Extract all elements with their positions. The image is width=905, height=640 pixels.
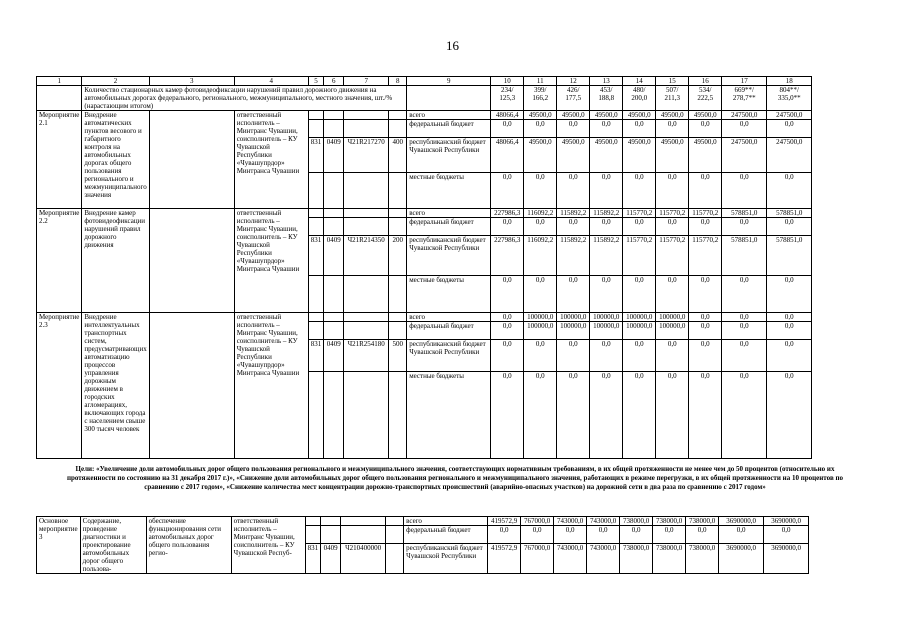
funding-value: 738000,0 — [686, 544, 719, 574]
header-number-cell: 11 — [524, 77, 557, 86]
funding-value: 0,0 — [689, 276, 722, 313]
funding-source: всего — [407, 209, 491, 218]
code-cell — [389, 218, 407, 236]
rz-cell — [321, 517, 341, 526]
funding-value: 0,0 — [524, 372, 557, 459]
funding-value: 0,0 — [623, 218, 656, 236]
header-number-cell: 7 — [344, 77, 389, 86]
funding-source: всего — [404, 517, 488, 526]
funding-value: 49500,0 — [557, 111, 590, 120]
header-number-cell: 8 — [389, 77, 407, 86]
vr-cell — [386, 517, 404, 526]
event-task: обеспечение функционирования сети автомобильных дорог общего пользования регио- — [146, 517, 231, 574]
funding-value: 0,0 — [656, 173, 689, 209]
header-number-cell: 9 — [407, 77, 491, 86]
grbs-cell — [308, 313, 324, 322]
funding-value: 0,0 — [620, 526, 653, 544]
funding-value: 0,0 — [722, 120, 767, 138]
funding-value: 738000,0 — [653, 517, 686, 526]
code-cell — [324, 276, 344, 313]
indicator-value: 453/ 188,8 — [590, 86, 623, 111]
event-label: Мероприятие 2.2 — [37, 209, 82, 313]
funding-value: 738000,0 — [686, 517, 719, 526]
funding-value: 0,0 — [491, 276, 524, 313]
funding-value: 743000,0 — [587, 517, 620, 526]
funding-row — [37, 517, 809, 526]
indicator-value: 507/ 211,3 — [656, 86, 689, 111]
funding-value: 100000,0 — [623, 322, 656, 340]
code-cell — [344, 173, 389, 209]
code-cell — [344, 276, 389, 313]
code-cell — [386, 526, 404, 544]
event-executor: ответственный исполнитель – Минтранс Чувашии, соисполнитель – КУ Чувашской Республики «Чувашупрдор» Минтранса Чувашии — [234, 313, 308, 459]
funding-value: 115770,2 — [689, 236, 722, 276]
funding-value: 115770,2 — [689, 209, 722, 218]
funding-value: 743000,0 — [554, 517, 587, 526]
funding-value: 0,0 — [722, 173, 767, 209]
indicator-value: 426/ 177,5 — [557, 86, 590, 111]
funding-value: 0,0 — [623, 340, 656, 372]
event-task — [149, 313, 234, 459]
header-number-cell: 16 — [689, 77, 722, 86]
indicator-value: 234/ 125,3 — [491, 86, 524, 111]
funding-value: 0,0 — [590, 276, 623, 313]
funding-value: 0,0 — [524, 340, 557, 372]
funding-value: 419572,9 — [488, 544, 521, 574]
funding-value: 0,0 — [587, 526, 620, 544]
funding-value: 247500,0 — [722, 111, 767, 120]
grbs-cell: 831 — [308, 340, 324, 372]
funding-value: 0,0 — [767, 340, 812, 372]
funding-value: 49500,0 — [689, 138, 722, 173]
funding-value: 247500,0 — [722, 138, 767, 173]
funding-value: 48066,4 — [491, 138, 524, 173]
funding-value: 115770,2 — [623, 236, 656, 276]
code-cell — [308, 322, 324, 340]
funding-value: 578851,0 — [767, 209, 812, 218]
csr-cell — [344, 111, 389, 120]
funding-source: всего — [407, 111, 491, 120]
vr-cell — [386, 544, 404, 574]
funding-value: 0,0 — [689, 340, 722, 372]
event-label: Мероприятие 2.1 — [37, 111, 82, 209]
csr-cell: Ч21R217270 — [344, 138, 389, 173]
event-name: Внедрение интеллектуальных транспортных систем, предусматривающих автоматизацию процессов управления дорожным движением в городских агломерациях, включающих города с населением свыше 300 тысяч человек — [82, 313, 149, 459]
funding-value: 0,0 — [689, 313, 722, 322]
funding-value: 0,0 — [521, 526, 554, 544]
funding-value: 0,0 — [722, 313, 767, 322]
header-number-cell: 6 — [324, 77, 344, 86]
funding-value: 49500,0 — [623, 138, 656, 173]
header-number-cell: 18 — [767, 77, 812, 86]
funding-source: республиканский бюджет Чувашской Республики — [407, 340, 491, 372]
funding-value: 0,0 — [557, 173, 590, 209]
funding-value: 49500,0 — [557, 138, 590, 173]
funding-value: 743000,0 — [554, 544, 587, 574]
funding-value: 100000,0 — [656, 313, 689, 322]
funding-value: 48066,4 — [491, 111, 524, 120]
grbs-cell — [305, 517, 321, 526]
funding-value: 578851,0 — [722, 209, 767, 218]
funding-value: 0,0 — [767, 120, 812, 138]
page-number: 16 — [446, 38, 459, 53]
funding-value: 49500,0 — [656, 138, 689, 173]
event-executor: ответственный исполнитель – Минтранс Чувашии, соисполнитель – КУ Чувашской Республики «Чувашупрдор» Минтранса Чувашии — [234, 209, 308, 313]
rz-cell: 0409 — [324, 340, 344, 372]
vr-cell — [389, 111, 407, 120]
funding-value: 0,0 — [689, 120, 722, 138]
funding-value: 0,0 — [767, 173, 812, 209]
funding-value: 0,0 — [623, 276, 656, 313]
grbs-cell: 831 — [308, 236, 324, 276]
header-number-cell: 15 — [656, 77, 689, 86]
funding-value: 49500,0 — [590, 111, 623, 120]
funding-value: 0,0 — [557, 340, 590, 372]
funding-value: 0,0 — [590, 340, 623, 372]
funding-value: 115892,2 — [590, 236, 623, 276]
header-number-cell: 10 — [491, 77, 524, 86]
indicator-row — [37, 86, 812, 111]
funding-value: 49500,0 — [623, 111, 656, 120]
code-cell — [389, 372, 407, 459]
funding-value: 100000,0 — [590, 322, 623, 340]
vr-cell — [389, 209, 407, 218]
vr-cell: 200 — [389, 236, 407, 276]
indicator-value: 804**/ 335,0** — [767, 86, 812, 111]
funding-source: федеральный бюджет — [407, 120, 491, 138]
funding-value: 578851,0 — [767, 236, 812, 276]
indicator-value: 669**/ 278,7** — [722, 86, 767, 111]
funding-value: 0,0 — [557, 372, 590, 459]
grbs-cell — [308, 111, 324, 120]
event-task — [149, 209, 234, 313]
funding-value: 0,0 — [557, 276, 590, 313]
grbs-cell: 831 — [305, 544, 321, 574]
funding-value: 0,0 — [491, 322, 524, 340]
funding-row — [37, 111, 812, 120]
funding-value: 116092,2 — [524, 236, 557, 276]
code-cell — [389, 173, 407, 209]
event-name: Содержание, проведение диагностики и проектирование автомобильных дорог общего пользова- — [80, 517, 146, 574]
funding-value: 0,0 — [623, 120, 656, 138]
funding-value: 0,0 — [554, 526, 587, 544]
funding-value: 0,0 — [524, 120, 557, 138]
funding-row — [37, 209, 812, 218]
code-cell — [324, 372, 344, 459]
funding-value: 115892,2 — [557, 236, 590, 276]
funding-value: 3690000,0 — [764, 544, 809, 574]
funding-value: 0,0 — [557, 120, 590, 138]
code-cell — [344, 120, 389, 138]
funding-source: всего — [407, 313, 491, 322]
csr-cell: Ч210400000 — [341, 544, 386, 574]
funding-value: 767000,0 — [521, 517, 554, 526]
funding-value: 0,0 — [623, 372, 656, 459]
funding-value: 0,0 — [767, 322, 812, 340]
funding-value: 49500,0 — [590, 138, 623, 173]
indicator-text: Количество стационарных камер фотовидеофиксации нарушений правил дорожного движения на автомобильных дорогах федерального, регионального, межмуниципального, местного значения, шт./% (нарастающим итогом) — [82, 86, 407, 111]
funding-value: 247500,0 — [767, 111, 812, 120]
funding-source: республиканский бюджет Чувашской Республики — [404, 544, 488, 574]
funding-value: 100000,0 — [557, 322, 590, 340]
funding-source: республиканский бюджет Чувашской Республики — [407, 138, 491, 173]
funding-value: 115892,2 — [557, 209, 590, 218]
funding-value: 0,0 — [767, 218, 812, 236]
vr-cell: 400 — [389, 138, 407, 173]
funding-value: 0,0 — [722, 218, 767, 236]
funding-source: федеральный бюджет — [407, 218, 491, 236]
header-number-cell: 2 — [82, 77, 149, 86]
code-cell — [308, 173, 324, 209]
funding-value: 767000,0 — [521, 544, 554, 574]
event-name: Внедрение камер фотовидеофиксации нарушений правил дорожного движения — [82, 209, 149, 313]
funding-source: местные бюджеты — [407, 276, 491, 313]
funding-value: 115770,2 — [623, 209, 656, 218]
funding-value: 247500,0 — [767, 138, 812, 173]
code-cell — [308, 276, 324, 313]
funding-value: 49500,0 — [656, 111, 689, 120]
funding-value: 0,0 — [656, 218, 689, 236]
funding-value: 0,0 — [689, 322, 722, 340]
grbs-cell: 831 — [308, 138, 324, 173]
rz-cell — [324, 209, 344, 218]
csr-cell: Ч21R254180 — [344, 340, 389, 372]
code-cell — [324, 173, 344, 209]
funding-value: 3690000,0 — [764, 517, 809, 526]
header-number-cell: 3 — [149, 77, 234, 86]
funding-value: 0,0 — [491, 372, 524, 459]
funding-value: 100000,0 — [557, 313, 590, 322]
csr-cell — [344, 313, 389, 322]
funding-value: 115892,2 — [590, 209, 623, 218]
funding-value: 0,0 — [491, 218, 524, 236]
funding-value: 100000,0 — [590, 313, 623, 322]
event-executor: ответственный исполнитель – Минтранс Чувашии, соисполнитель – КУ Чувашской Республики «Чувашупрдор» Минтранса Чувашии — [234, 111, 308, 209]
funding-source: местные бюджеты — [407, 372, 491, 459]
csr-cell — [341, 517, 386, 526]
funding-value: 0,0 — [524, 173, 557, 209]
funding-value: 0,0 — [491, 313, 524, 322]
funding-value: 100000,0 — [524, 313, 557, 322]
funding-value: 227986,3 — [491, 209, 524, 218]
funding-value: 0,0 — [767, 372, 812, 459]
indicator-value: 480/ 200,0 — [623, 86, 656, 111]
funding-value: 419572,9 — [488, 517, 521, 526]
code-cell — [344, 372, 389, 459]
csr-cell — [344, 209, 389, 218]
event-label: Основное мероприятие 3 — [37, 517, 81, 574]
header-number-cell: 12 — [557, 77, 590, 86]
goal-text: Цели: «Увеличение доли автомобильных дорог общего пользования регионального и межмуниципального значения, соответствующих нормативным требованиям, в их общей протяженности не менее чем до 50 процентов (относительно их протяженности по состоянию на 31 декабря 2017 г.)», «Снижение доли автомобильных дорог общего пользования регионального и межмуниципального значения, работающих в режиме перегрузки, в их общей протяженности на 10 процентов по сравнению с 2017 годом», «Снижение количества мест концентрации дорожно-транспортных происшествий (аварийно-опасных участков) на дорожной сети в два раза по сравнению с 2017 годом» — [66, 465, 844, 491]
funding-value: 100000,0 — [623, 313, 656, 322]
code-cell — [324, 322, 344, 340]
vr-cell: 500 — [389, 340, 407, 372]
code-cell — [389, 322, 407, 340]
code-cell — [321, 526, 341, 544]
funding-value: 0,0 — [689, 218, 722, 236]
event-label: Мероприятие 2.3 — [37, 313, 82, 459]
funding-value: 0,0 — [722, 322, 767, 340]
funding-value: 738000,0 — [620, 544, 653, 574]
funding-source: федеральный бюджет — [407, 322, 491, 340]
funding-value: 0,0 — [767, 276, 812, 313]
funding-value: 0,0 — [491, 340, 524, 372]
header-number-cell: 4 — [234, 77, 308, 86]
funding-value: 0,0 — [623, 173, 656, 209]
funding-value: 0,0 — [656, 340, 689, 372]
funding-value: 0,0 — [656, 372, 689, 459]
funding-value: 0,0 — [656, 276, 689, 313]
funding-value: 0,0 — [491, 120, 524, 138]
funding-value: 0,0 — [590, 218, 623, 236]
funding-value: 116092,2 — [524, 209, 557, 218]
header-number-row — [37, 77, 812, 86]
funding-value: 49500,0 — [689, 111, 722, 120]
program-table — [36, 76, 812, 459]
funding-value: 0,0 — [557, 218, 590, 236]
csr-cell: Ч21R214350 — [344, 236, 389, 276]
code-cell — [308, 120, 324, 138]
code-cell — [308, 372, 324, 459]
funding-value: 578851,0 — [722, 236, 767, 276]
funding-value: 227986,3 — [491, 236, 524, 276]
header-number-cell: 17 — [722, 77, 767, 86]
grbs-cell — [308, 209, 324, 218]
funding-value: 115770,2 — [656, 209, 689, 218]
funding-value: 3690000,0 — [719, 544, 764, 574]
funding-value: 3690000,0 — [719, 517, 764, 526]
indicator-value: 534/ 222,5 — [689, 86, 722, 111]
rz-cell: 0409 — [321, 544, 341, 574]
rz-cell — [324, 111, 344, 120]
funding-value: 0,0 — [590, 120, 623, 138]
funding-source: федеральный бюджет — [404, 526, 488, 544]
funding-value: 0,0 — [590, 372, 623, 459]
funding-value: 49500,0 — [524, 111, 557, 120]
funding-row — [37, 313, 812, 322]
code-cell — [389, 120, 407, 138]
funding-value: 738000,0 — [653, 544, 686, 574]
code-cell — [389, 276, 407, 313]
event-task — [149, 111, 234, 209]
funding-value: 49500,0 — [524, 138, 557, 173]
rz-cell: 0409 — [324, 236, 344, 276]
funding-value: 100000,0 — [656, 322, 689, 340]
code-cell — [305, 526, 321, 544]
code-cell — [344, 218, 389, 236]
funding-value: 0,0 — [722, 276, 767, 313]
code-cell — [324, 218, 344, 236]
code-cell — [344, 322, 389, 340]
funding-value: 0,0 — [656, 120, 689, 138]
funding-source: местные бюджеты — [407, 173, 491, 209]
header-number-cell: 14 — [623, 77, 656, 86]
header-number-cell: 1 — [37, 77, 82, 86]
funding-source: республиканский бюджет Чувашской Республики — [407, 236, 491, 276]
funding-value: 0,0 — [767, 313, 812, 322]
code-cell — [324, 120, 344, 138]
funding-value: 743000,0 — [587, 544, 620, 574]
funding-value: 0,0 — [764, 526, 809, 544]
funding-value: 0,0 — [689, 173, 722, 209]
event-executor: ответственный исполнитель – Минтранс Чувашии, соисполнитель – КУ Чувашской Респуб- — [231, 517, 305, 574]
funding-value: 0,0 — [590, 173, 623, 209]
funding-value: 0,0 — [689, 372, 722, 459]
code-cell — [341, 526, 386, 544]
vr-cell — [389, 313, 407, 322]
event-name: Внедрение автоматических пунктов весового и габаритного контроля на автомобильных дорогах общего пользования регионального и межмуниципального значения — [82, 111, 149, 209]
funding-value: 100000,0 — [524, 322, 557, 340]
header-number-cell: 13 — [590, 77, 623, 86]
rz-cell: 0409 — [324, 138, 344, 173]
funding-value: 0,0 — [524, 218, 557, 236]
rz-cell — [324, 313, 344, 322]
indicator-value: 399/ 166,2 — [524, 86, 557, 111]
funding-value: 0,0 — [722, 340, 767, 372]
funding-value: 738000,0 — [620, 517, 653, 526]
funding-value: 0,0 — [686, 526, 719, 544]
funding-value: 0,0 — [524, 276, 557, 313]
funding-value: 0,0 — [488, 526, 521, 544]
header-number-cell: 5 — [308, 77, 324, 86]
funding-value: 0,0 — [722, 372, 767, 459]
funding-value: 0,0 — [491, 173, 524, 209]
main-event-table — [36, 516, 809, 574]
funding-value: 115770,2 — [656, 236, 689, 276]
code-cell — [308, 218, 324, 236]
funding-value: 0,0 — [653, 526, 686, 544]
funding-value: 0,0 — [719, 526, 764, 544]
